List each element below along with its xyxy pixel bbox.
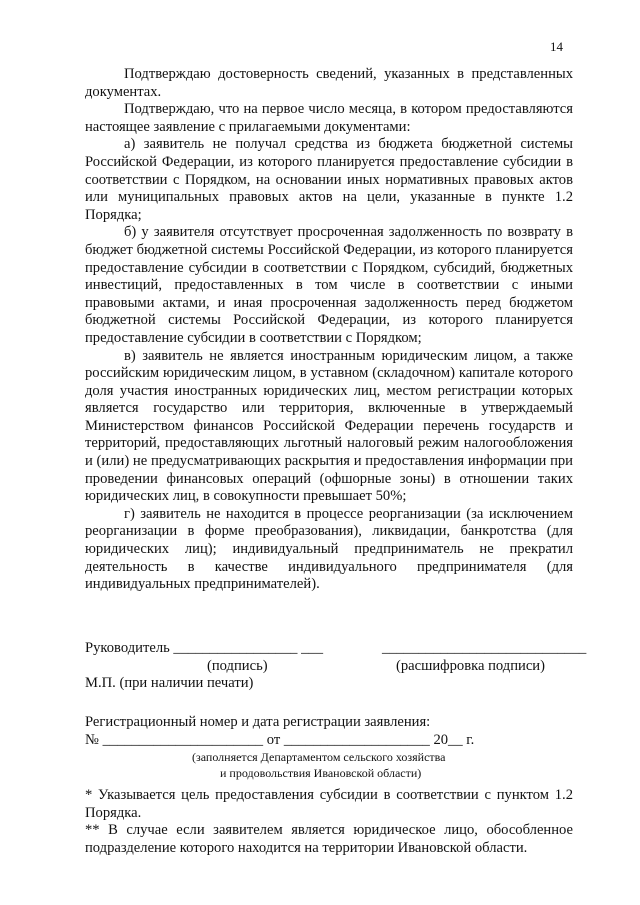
paragraph-item-b: б) у заявителя отсутствует просроченная задолженность по возврату в бюджет бюджетной системы Российской Федерации, из которого планируется предоставление субсидии в соответствии с Порядком, субсидий, бюджетных инвестиций, предоставленных в том числе в соответствии с иными правовыми актами, и иная просроченная задолженность перед бюджетом бюджетной системы Российской Федерации, из которого планируется предоставление субсидии в соответствии с Порядком; xyxy=(85,224,573,346)
registration-title: Регистрационный номер и дата регистрации заявления: xyxy=(85,714,431,730)
paragraph-item-g: г) заявитель не находится в процессе реорганизации (за исключением реорганизации в форме преобразования), ликвидации, банкротства (для юридических лиц); индивидуальный предприниматель не прекратил деятельность в качестве индивидуального предпринимателя (для индивидуальных предпринимателей). xyxy=(85,505,573,593)
signature-caption: (подпись) xyxy=(207,657,268,674)
footnotes xyxy=(85,787,573,857)
footnote-2: ** В случае если заявителем является юридическое лицо, обособленное подразделение которого находится на территории Ивановской области. xyxy=(85,822,573,856)
signature-lines-row xyxy=(85,640,587,658)
paragraph-confirm-date: Подтверждаю, что на первое число месяца, в котором предоставляются настоящее заявление с прилагаемыми документами: xyxy=(85,101,573,135)
page-number: 14 xyxy=(550,39,563,54)
footnote-1: * Указывается цель предоставления субсидии в соответствии с пунктом 1.2 Порядка. xyxy=(85,787,573,821)
paragraph-item-a: а) заявитель не получал средства из бюджета бюджетной системы Российской Федерации, из которого планируется предоставление субсидии в соответствии с Порядком, на основании иных нормативных правовых актов или муниципальных правовых актов на цели, указанные в пункте 1.2 Порядка; xyxy=(85,136,573,223)
signature-decode-caption: (расшифровка подписи) xyxy=(396,657,545,674)
signature-block xyxy=(85,640,587,693)
signature-captions-row xyxy=(85,658,573,676)
registration-note-line-1: (заполняется Департаментом сельского хозяйства xyxy=(192,750,446,765)
registration-note-line-2: и продовольствия Ивановской области) xyxy=(220,766,422,781)
signature-decode-line: ____________________________ xyxy=(382,640,587,656)
registration-number-line: № ______________________ от ____________________ 20__ г. xyxy=(85,731,475,748)
registration-block xyxy=(85,714,573,781)
stamp-note: М.П. (при наличии печати) xyxy=(85,675,254,692)
paragraph-item-v: в) заявитель не является иностранным юридическим лицом, а также российским юридическим лицом, в уставном (складочном) капитале которого доля участия иностранных юридических лиц, местом регистрации которых является государство или территория, включенные в утверждаемый Министерством финансов Российской Федерации перечень государств и территорий, предоставляющих льготный налоговый режим налогообложения и (или) не предусматривающих раскрытия и предоставления информации при проведении финансовых операций (офшорные зоны) в отношении таких юридических лиц, в совокупности превышает 50%; xyxy=(85,347,573,505)
paragraph-confirm-accuracy: Подтверждаю достоверность сведений, указанных в представленных документах. xyxy=(85,66,573,100)
declaration-body xyxy=(85,66,573,594)
head-signature-line: Руководитель _________________ ___ xyxy=(85,640,323,656)
